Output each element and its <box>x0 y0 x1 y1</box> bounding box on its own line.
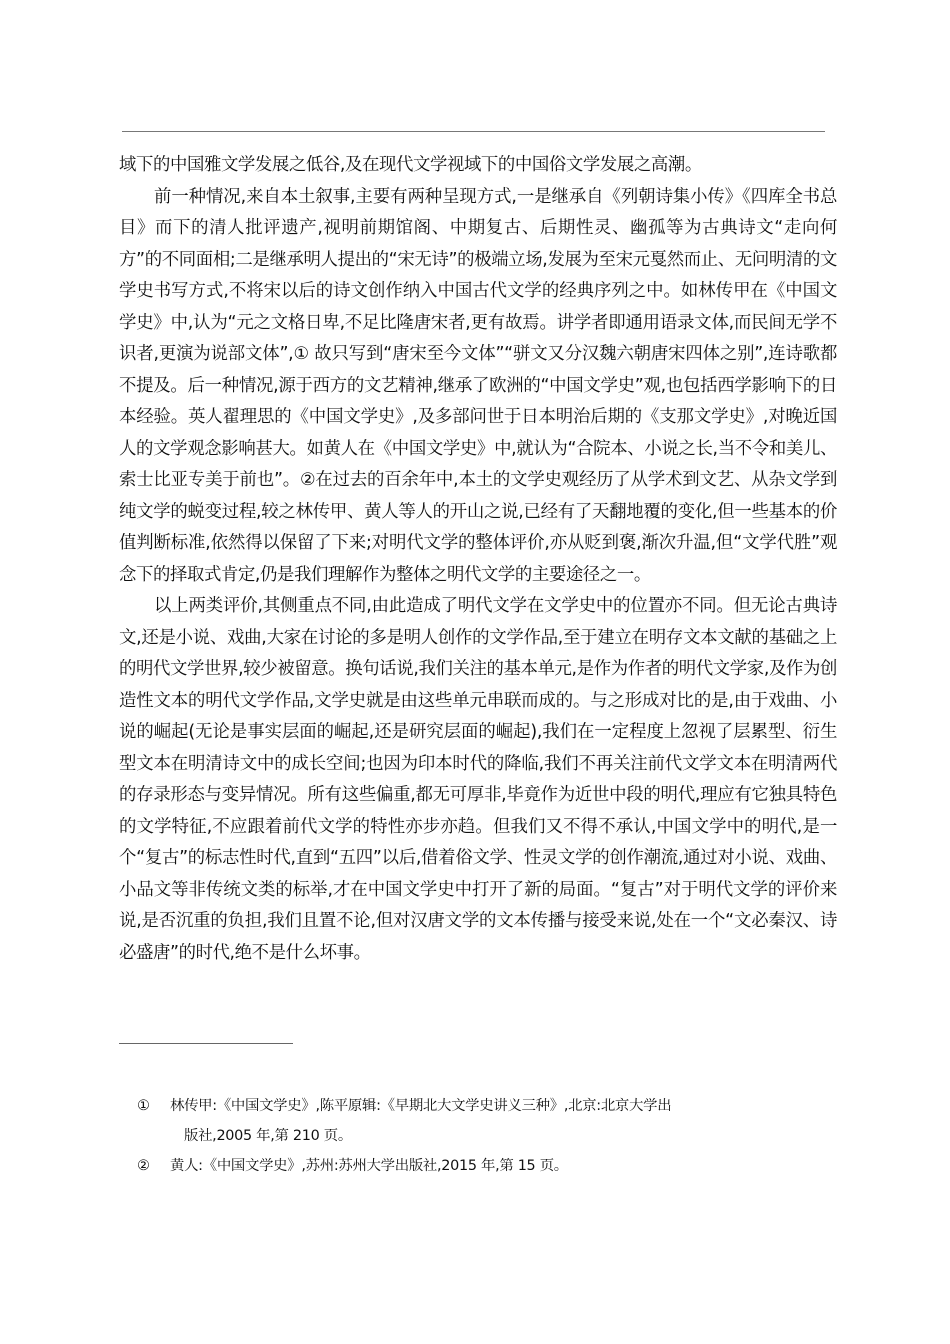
paragraph: 以上两类评价,其侧重点不同,由此造成了明代文学在文学史中的位置亦不同。但无论古典诗文,还是小说、戏曲,大家在讨论的多是明人创作的文学作品,至于建立在明存文本文献的基础之上的明代文学世界,较少被留意。换句话说,我们关注的基本单元,是作为作者的明代文学家,及作为创造性文本的明代文学作品,文学史就是由这些单元串联而成的。与之形成对比的是,由于戏曲、小说的崛起(无论是事实层面的崛起,还是研究层面的崛起),我们在一定程度上忽视了层累型、衍生型文本在明清诗文中的成长空间;也因为印本时代的降临,我们不再关注前代文学文本在明清两代的存录形态与变异情况。所有这些偏重,都无可厚非,毕竟作为近世中段的明代,理应有它独具特色的文学特征,不应跟着前代文学的特性亦步亦趋。但我们又不得不承认,中国文学中的明代,是一个“复古”的标志性时代,直到“五四”以后,借着俗文学、性灵文学的创作潮流,通过对小说、戏曲、小品文等非传统文类的标举,才在中国文学史中打开了新的局面。“复古”对于明代文学的评价来说,是否沉重的负担,我们且置不论,但对汉唐文学的文本传播与接受来说,处在一个“文必秦汉、诗必盛唐”的时代,绝不是什么坏事。 <box>119 596 837 963</box>
footnote-2 <box>137 1151 757 1181</box>
paragraph: 前一种情况,来自本土叙事,主要有两种呈现方式,一是继承自《列朝诗集小传》《四库全书总目》而下的清人批评遗产,视明前期馆阁、中期复古、后期性灵、幽孤等为古典诗文“走向何方”的不同面相;二是继承明人提出的“宋无诗”的极端立场,发展为至宋元戛然而止、无问明清的文学史书写方式,不将宋以后的诗文创作纳入中国古代文学的经典序列之中。如林传甲在《中国文学史》中,认为“元之文格日卑,不足比隆唐宋者,更有故焉。讲学者即通用语录文体,而民间无学不识者,更演为说部文体”,① 故只写到“唐宋至今文体”“骈文又分汉魏六朝唐宋四体之别”,连诗歌都不提及。后一种情况,源于西方的文艺精神,继承了欧洲的“中国文学史”观,也包括西学影响下的日本经验。英人翟理思的《中国文学史》,及多部问世于日本明治后期的《支那文学史》,对晚近国人的文学观念影响甚大。如黄人在《中国文学史》中,就认为“合院本、小说之长,当不令和美儿、索士比亚专美于前也”。②在过去的百余年中,本土的文学史观经历了从学术到文艺、从杂文学到纯文学的蜕变过程,较之林传甲、黄人等人的开山之说,已经有了天翻地覆的变化,但一些基本的价值判断标准,依然得以保留了下来;对明代文学的整体评价,亦从贬到褒,渐次升温,但“文学代胜”观念下的择取式肯定,仍是我们理解作为整体之明代文学的主要途径之一。 <box>119 186 837 585</box>
footnote-1 <box>137 1091 757 1151</box>
footnote-text: 黄人:《中国文学史》,苏州:苏州大学出版社,2015 年,第 15 页。 <box>170 1158 568 1174</box>
footnote-mark: ② <box>137 1158 150 1174</box>
footnote-text-continued: 版社,2005 年,第 210 页。 <box>184 1128 352 1144</box>
footnote-mark: ① <box>137 1098 150 1114</box>
footnote-separator <box>119 1043 293 1044</box>
header-rule <box>122 131 825 132</box>
footnotes <box>137 1091 757 1181</box>
footnote-text: 林传甲:《中国文学史》,陈平原辑:《早期北大文学史讲义三种》,北京:北京大学出 <box>170 1098 672 1114</box>
paragraph: 域下的中国雅文学发展之低谷,及在现代文学视域下的中国俗文学发展之高潮。 <box>119 155 702 175</box>
main-text <box>119 150 837 969</box>
